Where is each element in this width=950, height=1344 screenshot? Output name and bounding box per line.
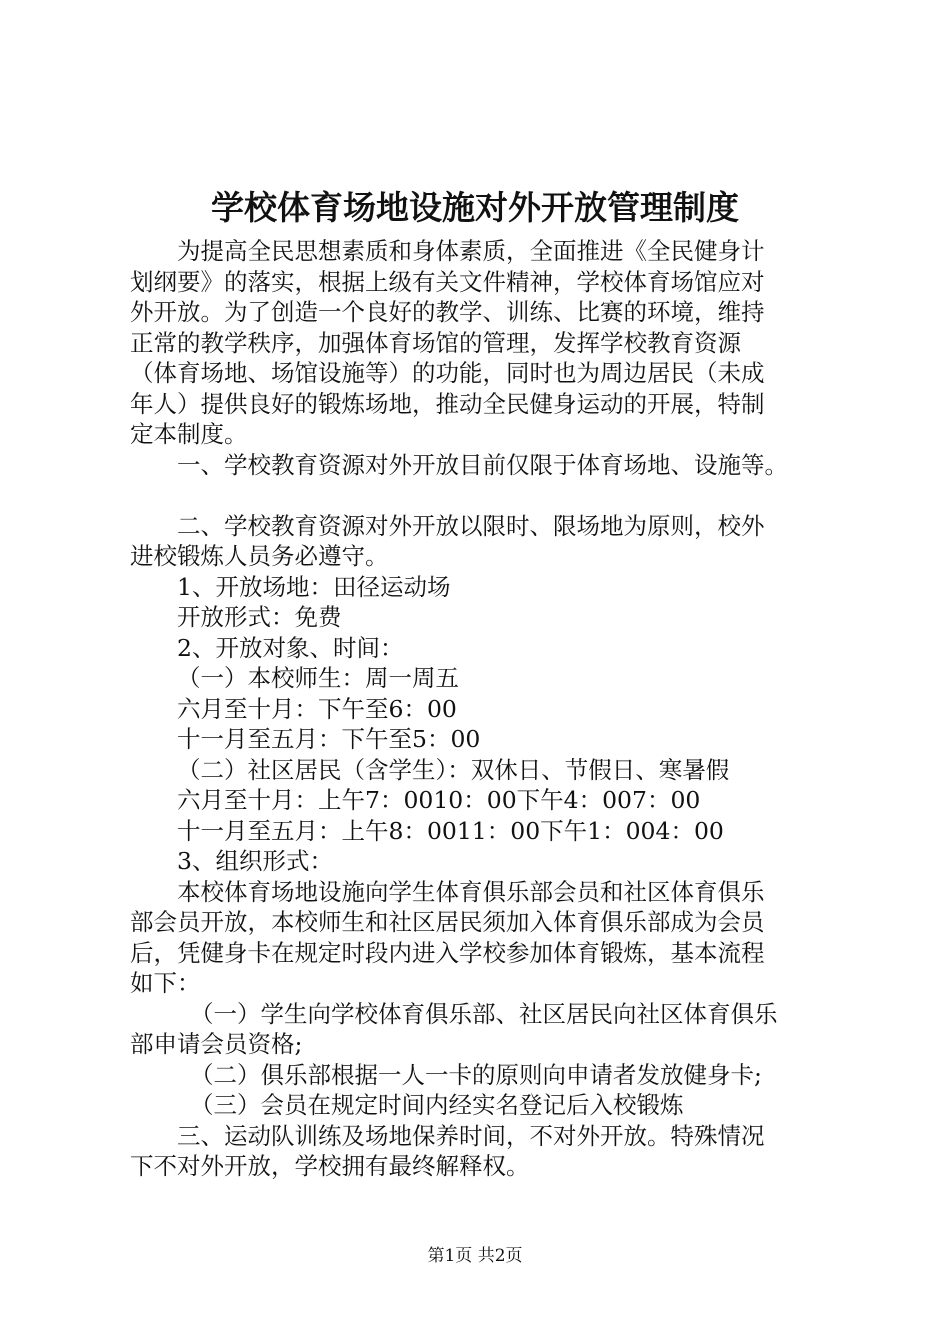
list-item: 六月至十月：上午7：0010：00下午4：007：00 xyxy=(177,786,701,814)
blank-line xyxy=(130,480,830,511)
list-item: 开放形式：免费 xyxy=(177,603,342,631)
document-body xyxy=(130,236,830,1182)
list-item: 十一月至五月：下午至5：00 xyxy=(177,725,481,753)
list-item: 2、开放对象、时间： xyxy=(177,633,404,662)
list-item: （三）会员在规定时间内经实名登记后入校锻炼 xyxy=(190,1091,684,1119)
list-item: （一）本校师生：周一周五 xyxy=(177,664,459,692)
paragraph-line: 年人）提供良好的锻炼场地，推动全民健身运动的开展，特制 xyxy=(130,389,765,418)
list-item: 六月至十月：下午至6：00 xyxy=(177,694,457,723)
paragraph-line: 外开放。为了创造一个良好的教学、训练、比赛的环境，维持 xyxy=(130,298,765,326)
document-title: 学校体育场地设施对外开放管理制度 xyxy=(211,188,739,227)
list-item: （二）俱乐部根据一人一卡的原则向申请者发放健身卡; xyxy=(190,1060,762,1089)
paragraph-line: 下不对外开放，学校拥有最终解释权。 xyxy=(130,1152,530,1180)
section-heading-3: 三、运动队训练及场地保养时间，不对外开放。特殊情况 xyxy=(177,1121,765,1150)
paragraph-line: 部申请会员资格; xyxy=(130,1030,303,1058)
section-heading-2: 二、学校教育资源对外开放以限时、限场地为原则，校外 xyxy=(177,511,765,540)
paragraph-line: 后，凭健身卡在规定时段内进入学校参加体育锻炼，基本流程 xyxy=(130,938,765,967)
paragraph-line: 部会员开放，本校师生和社区居民须加入体育俱乐部成为会员 xyxy=(130,908,765,936)
paragraph-line: 为提高全民思想素质和身体素质，全面推进《全民健身计 xyxy=(177,237,765,265)
paragraph-line: 进校锻炼人员务必遵守。 xyxy=(130,542,389,570)
paragraph-line: （体育场地、场馆设施等）的功能，同时也为周边居民（未成 xyxy=(130,359,765,387)
paragraph-line: 定本制度。 xyxy=(130,420,248,448)
list-item: 3、组织形式： xyxy=(177,847,333,875)
list-item: 1、开放场地：田径运动场 xyxy=(177,572,451,601)
section-heading-1: 一、学校教育资源对外开放目前仅限于体育场地、设施等。 xyxy=(177,450,788,479)
paragraph-line: 正常的教学秩序，加强体育场馆的管理，发挥学校教育资源 xyxy=(130,328,741,357)
list-item: （一）学生向学校体育俱乐部、社区居民向社区体育俱乐 xyxy=(190,999,778,1028)
paragraph-line: 本校体育场地设施向学生体育俱乐部会员和社区体育俱乐 xyxy=(177,877,765,906)
list-item: （二）社区居民（含学生）：双休日、节假日、寒暑假 xyxy=(177,755,730,784)
paragraph-line: 如下： xyxy=(130,969,201,997)
paragraph-line: 划纲要》的落实，根据上级有关文件精神，学校体育场馆应对 xyxy=(130,267,765,296)
list-item: 十一月至五月：上午8：0011：00下午1：004：00 xyxy=(177,816,724,845)
page-footer: 第1页 共2页 xyxy=(427,1246,523,1266)
